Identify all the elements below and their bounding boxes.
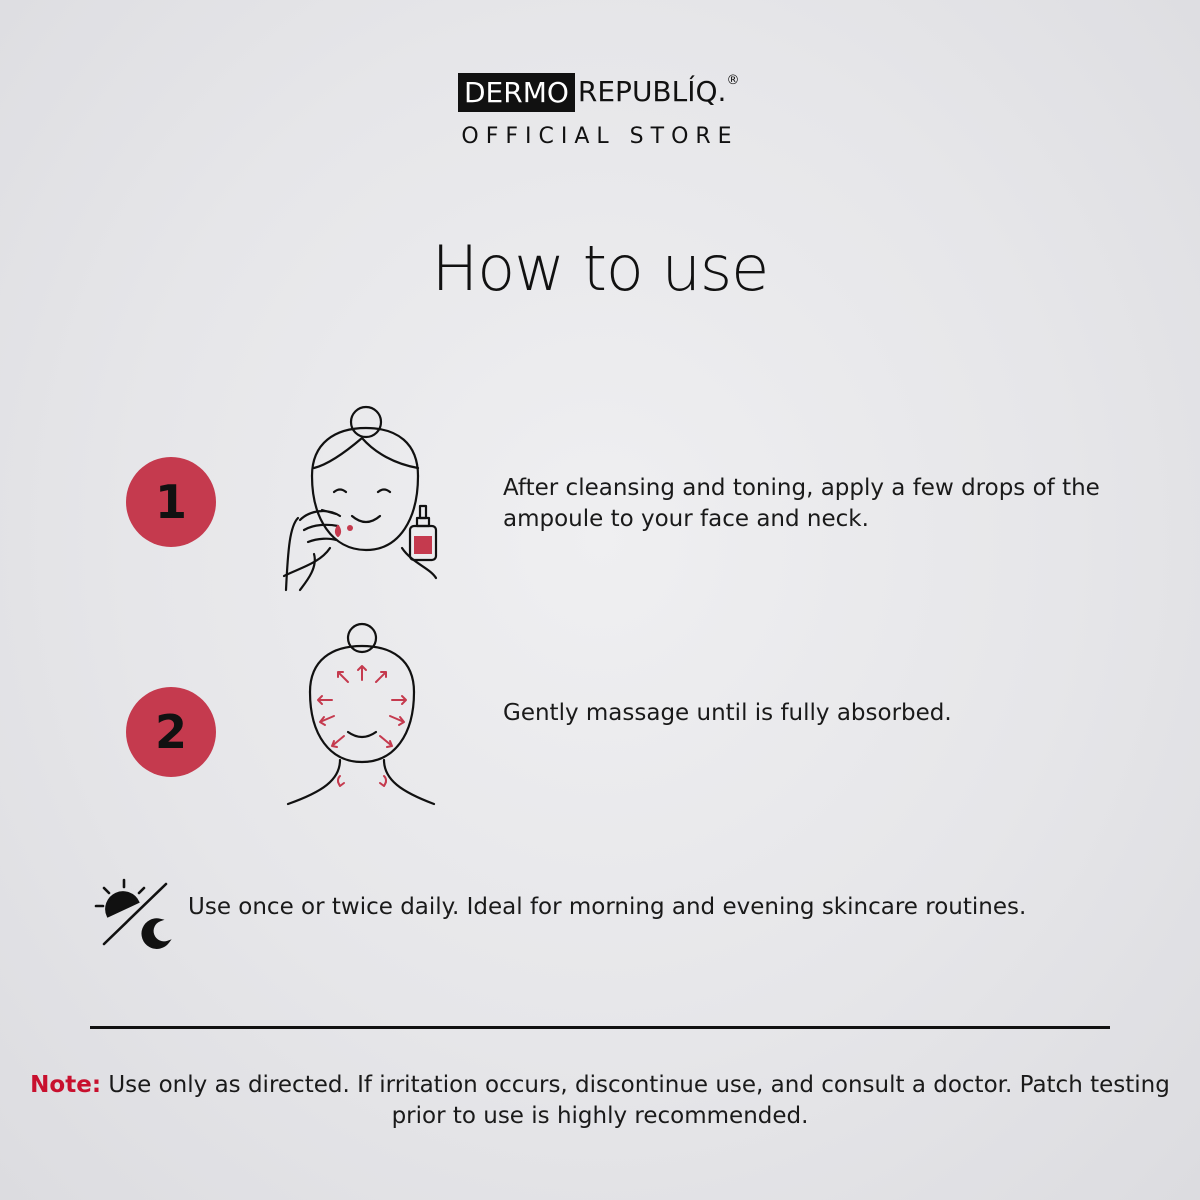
face-applying-drops-icon — [270, 398, 460, 598]
note-text: Use only as directed. If irritation occurs, discontinue use, and consult a doctor. Patch testing prior to use is highly recommended. — [108, 1072, 1170, 1129]
note — [0, 1070, 1200, 1132]
step-2-text: Gently massage until is fully absorbed. — [503, 700, 952, 726]
store-subtitle: OFFICIAL STORE — [461, 124, 739, 149]
page-title: How to use — [431, 232, 769, 305]
divider — [90, 1026, 1110, 1029]
step-2-badge — [126, 687, 216, 777]
logo-boxed-text: DERMO — [458, 73, 575, 112]
brand-logo — [458, 72, 739, 112]
step-2-number: 2 — [154, 705, 187, 759]
registered-mark: ® — [726, 72, 740, 88]
step-1-text: After cleansing and toning, apply a few drops of the ampoule to your face and neck. — [503, 475, 1100, 532]
day-night-icon — [94, 876, 174, 950]
logo-text: REPUBLÍQ. — [577, 75, 727, 108]
step-1-badge — [126, 457, 216, 547]
usage-tip-text: Use once or twice daily. Ideal for morning and evening skincare routines. — [188, 894, 1027, 920]
step-1-number: 1 — [154, 475, 187, 529]
note-label: Note: — [30, 1072, 102, 1098]
face-massage-icon — [282, 620, 442, 810]
